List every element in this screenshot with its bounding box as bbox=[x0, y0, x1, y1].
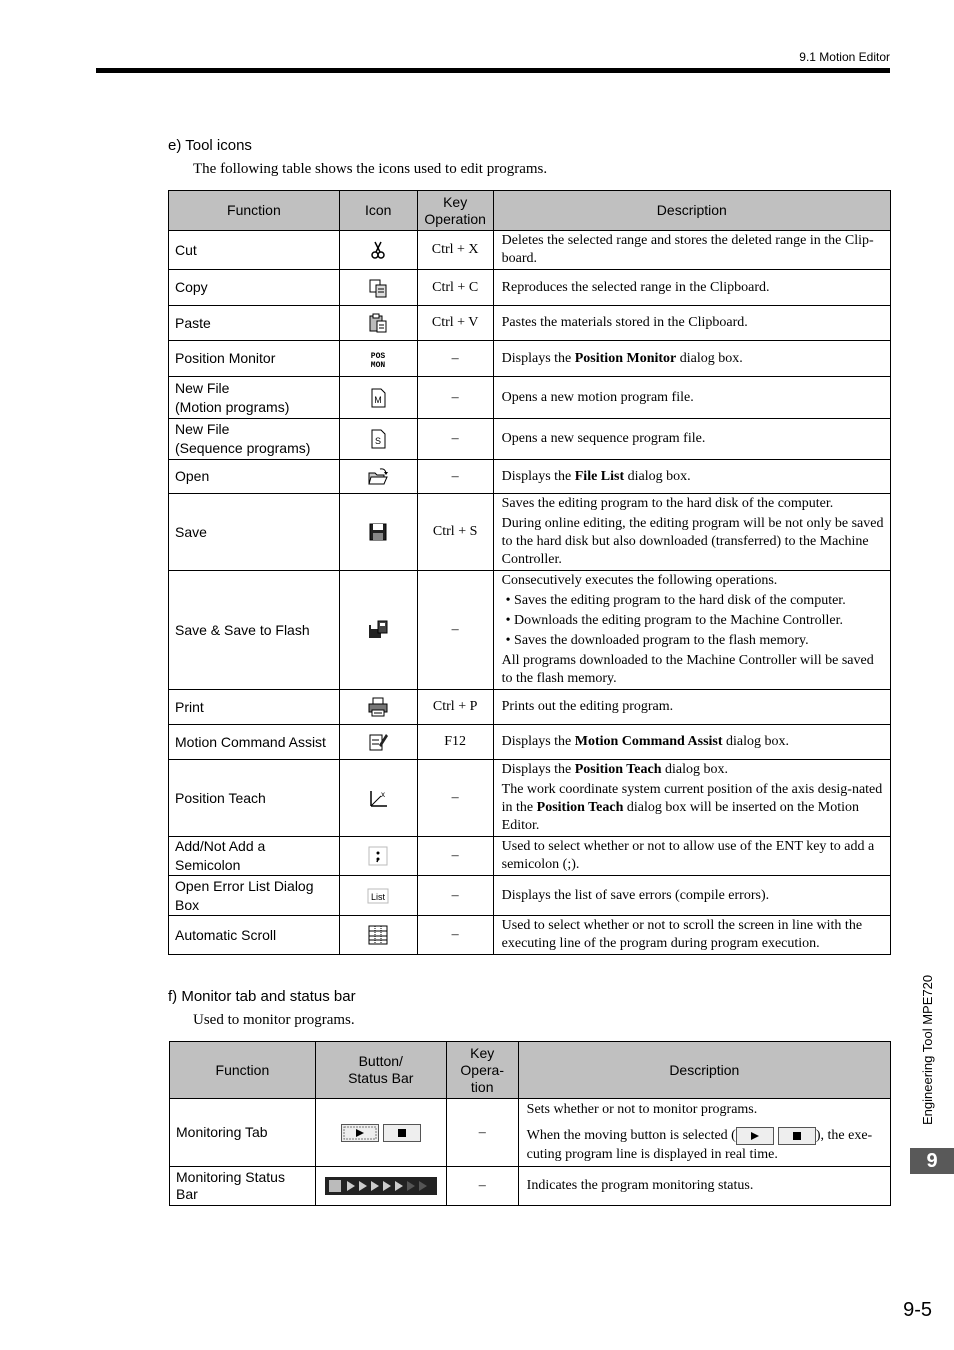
svg-text:MON: MON bbox=[371, 360, 386, 370]
key-cell: – bbox=[417, 916, 493, 955]
col-header-button: Button/ Status Bar bbox=[315, 1042, 446, 1099]
description-cell: Displays the Position Monitor dialog box. bbox=[493, 341, 890, 377]
function-cell: Print bbox=[169, 690, 340, 725]
monitor-button-inline-icon bbox=[736, 1127, 816, 1145]
play-button-icon bbox=[341, 1124, 379, 1142]
icon-cell bbox=[339, 377, 417, 419]
key-cell: – bbox=[417, 571, 493, 690]
print-icon bbox=[367, 696, 389, 718]
command-assist-icon bbox=[367, 731, 389, 753]
paste-icon bbox=[367, 312, 389, 334]
key-cell: Ctrl + P bbox=[417, 690, 493, 725]
table-row bbox=[169, 306, 891, 341]
stop-button-icon bbox=[383, 1124, 421, 1142]
table-row bbox=[169, 876, 891, 916]
table-row bbox=[170, 1099, 891, 1167]
key-cell: Ctrl + V bbox=[417, 306, 493, 341]
key-cell: – bbox=[446, 1099, 518, 1167]
function-cell: Cut bbox=[169, 231, 340, 270]
key-cell: – bbox=[417, 876, 493, 916]
icon-cell bbox=[339, 494, 417, 571]
function-cell: Open Error List Dialog Box bbox=[169, 876, 340, 916]
running-header: 9.1 Motion Editor bbox=[799, 50, 890, 64]
key-cell: – bbox=[417, 341, 493, 377]
function-cell: New File (Motion programs) bbox=[169, 377, 340, 419]
description-cell: Saves the editing program to the hard disk of the computer. During online editing, the editing program will be not only be saved to the hard disk but also downloaded (transferred) to the Machine Controller. bbox=[493, 494, 890, 571]
description-cell: Displays the Position Teach dialog box. The work coordinate system current position of the axis desig-nated in the Position Teach dialog box will be inserted on the Motion Editor. bbox=[493, 760, 890, 837]
svg-text:POS: POS bbox=[371, 351, 386, 361]
description-cell: Used to select whether or not to allow use of the ENT key to add a semicolon (;). bbox=[493, 837, 890, 876]
function-cell: Copy bbox=[169, 270, 340, 306]
tool-icons-table bbox=[168, 190, 891, 955]
function-cell: Paste bbox=[169, 306, 340, 341]
icon-cell bbox=[339, 725, 417, 760]
save-flash-icon bbox=[367, 619, 389, 641]
button-cell bbox=[315, 1099, 446, 1167]
icon-cell bbox=[339, 916, 417, 955]
col-header-function: Function bbox=[170, 1042, 316, 1099]
description-cell: Displays the list of save errors (compile errors). bbox=[493, 876, 890, 916]
chapter-tab: 9 bbox=[910, 1148, 954, 1174]
key-cell: F12 bbox=[417, 725, 493, 760]
table-row bbox=[170, 1167, 891, 1206]
key-cell: – bbox=[417, 377, 493, 419]
table-row bbox=[169, 725, 891, 760]
function-cell: Motion Command Assist bbox=[169, 725, 340, 760]
section-f-title: f) Monitor tab and status bar bbox=[168, 988, 356, 1005]
table-row bbox=[169, 341, 891, 377]
table-row bbox=[169, 270, 891, 306]
table-row bbox=[169, 231, 891, 270]
description-cell: Reproduces the selected range in the Clipboard. bbox=[493, 270, 890, 306]
key-cell: Ctrl + S bbox=[417, 494, 493, 571]
function-cell: Save & Save to Flash bbox=[169, 571, 340, 690]
key-cell: – bbox=[417, 460, 493, 494]
icon-cell bbox=[339, 837, 417, 876]
table-row bbox=[169, 571, 891, 690]
col-header-description: Description bbox=[493, 191, 890, 231]
page-number: 9-5 bbox=[903, 1299, 932, 1321]
scissors-icon bbox=[367, 239, 389, 261]
key-cell: – bbox=[417, 419, 493, 460]
table-row bbox=[169, 760, 891, 837]
table-row bbox=[169, 837, 891, 876]
col-header-key: Key Operation bbox=[417, 191, 493, 231]
svg-text:x: x bbox=[381, 790, 386, 799]
description-cell: Consecutively executes the following operations. • Saves the editing program to the hard disk of the computer. • Downloads the editing program to the Machine Controller. • Saves the downloaded program to the flash memory. All programs downloaded to the Machine Controller will be saved to the flash memory. bbox=[493, 571, 890, 690]
icon-cell bbox=[339, 341, 417, 377]
new-motion-file-icon bbox=[367, 387, 389, 409]
description-cell: Sets whether or not to monitor programs. When the moving button is selected ( ), the exe-cuting program line is displayed in real time. bbox=[518, 1099, 890, 1167]
new-sequence-file-icon bbox=[367, 428, 389, 450]
col-header-icon: Icon bbox=[339, 191, 417, 231]
description-cell: Prints out the editing program. bbox=[493, 690, 890, 725]
function-cell: Automatic Scroll bbox=[169, 916, 340, 955]
semicolon-icon bbox=[367, 845, 389, 867]
monitoring-status-bar-icon bbox=[325, 1177, 437, 1195]
table-row bbox=[169, 494, 891, 571]
icon-cell bbox=[339, 876, 417, 916]
icon-cell bbox=[339, 571, 417, 690]
section-f-intro: Used to monitor programs. bbox=[193, 1012, 355, 1028]
side-chapter-label: Engineering Tool MPE720 bbox=[920, 974, 935, 1125]
table-row bbox=[169, 460, 891, 494]
table-row bbox=[169, 690, 891, 725]
function-cell: Position Teach bbox=[169, 760, 340, 837]
error-list-icon bbox=[367, 885, 389, 907]
pos-mon-icon bbox=[367, 348, 389, 370]
description-cell: Indicates the program monitoring status. bbox=[518, 1167, 890, 1206]
description-cell: Opens a new sequence program file. bbox=[493, 419, 890, 460]
function-cell: Position Monitor bbox=[169, 341, 340, 377]
description-cell: Displays the File List dialog box. bbox=[493, 460, 890, 494]
stop-button-icon bbox=[778, 1127, 816, 1145]
description-cell: Opens a new motion program file. bbox=[493, 377, 890, 419]
function-cell: Open bbox=[169, 460, 340, 494]
description-cell: Used to select whether or not to scroll the screen in line with the executing line of the program during program execution. bbox=[493, 916, 890, 955]
button-cell bbox=[315, 1167, 446, 1206]
svg-text:S: S bbox=[375, 436, 382, 446]
icon-cell bbox=[339, 760, 417, 837]
function-cell: Add/Not Add a Semicolon bbox=[169, 837, 340, 876]
copy-icon bbox=[367, 277, 389, 299]
open-folder-icon bbox=[367, 466, 389, 488]
col-header-function: Function bbox=[169, 191, 340, 231]
save-icon bbox=[367, 521, 389, 543]
description-cell: Pastes the materials stored in the Clipboard. bbox=[493, 306, 890, 341]
description-cell: Displays the Motion Command Assist dialog box. bbox=[493, 725, 890, 760]
play-button-icon bbox=[736, 1127, 774, 1145]
auto-scroll-icon bbox=[367, 924, 389, 946]
function-cell: Save bbox=[169, 494, 340, 571]
function-cell: Monitoring Status Bar bbox=[170, 1167, 316, 1206]
table-row bbox=[169, 377, 891, 419]
icon-cell bbox=[339, 419, 417, 460]
key-cell: – bbox=[417, 760, 493, 837]
monitor-table bbox=[169, 1041, 891, 1206]
key-cell: – bbox=[446, 1167, 518, 1206]
col-header-key: Key Opera- tion bbox=[446, 1042, 518, 1099]
header-rule bbox=[96, 68, 890, 73]
function-cell: New File (Sequence programs) bbox=[169, 419, 340, 460]
key-cell: Ctrl + X bbox=[417, 231, 493, 270]
table-row bbox=[169, 916, 891, 955]
monitoring-tab-control bbox=[341, 1124, 421, 1142]
icon-cell bbox=[339, 231, 417, 270]
col-header-description: Description bbox=[518, 1042, 890, 1099]
key-cell: – bbox=[417, 837, 493, 876]
icon-cell bbox=[339, 306, 417, 341]
section-e-title: e) Tool icons bbox=[168, 137, 252, 154]
svg-text:List: List bbox=[371, 891, 386, 902]
icon-cell bbox=[339, 270, 417, 306]
table-row bbox=[169, 419, 891, 460]
description-cell: Deletes the selected range and stores the deleted range in the Clip-board. bbox=[493, 231, 890, 270]
function-cell: Monitoring Tab bbox=[170, 1099, 316, 1167]
svg-text:M: M bbox=[374, 394, 382, 405]
icon-cell bbox=[339, 460, 417, 494]
key-cell: Ctrl + C bbox=[417, 270, 493, 306]
icon-cell bbox=[339, 690, 417, 725]
section-e-intro: The following table shows the icons used to edit programs. bbox=[193, 161, 548, 177]
position-teach-icon bbox=[367, 787, 389, 809]
